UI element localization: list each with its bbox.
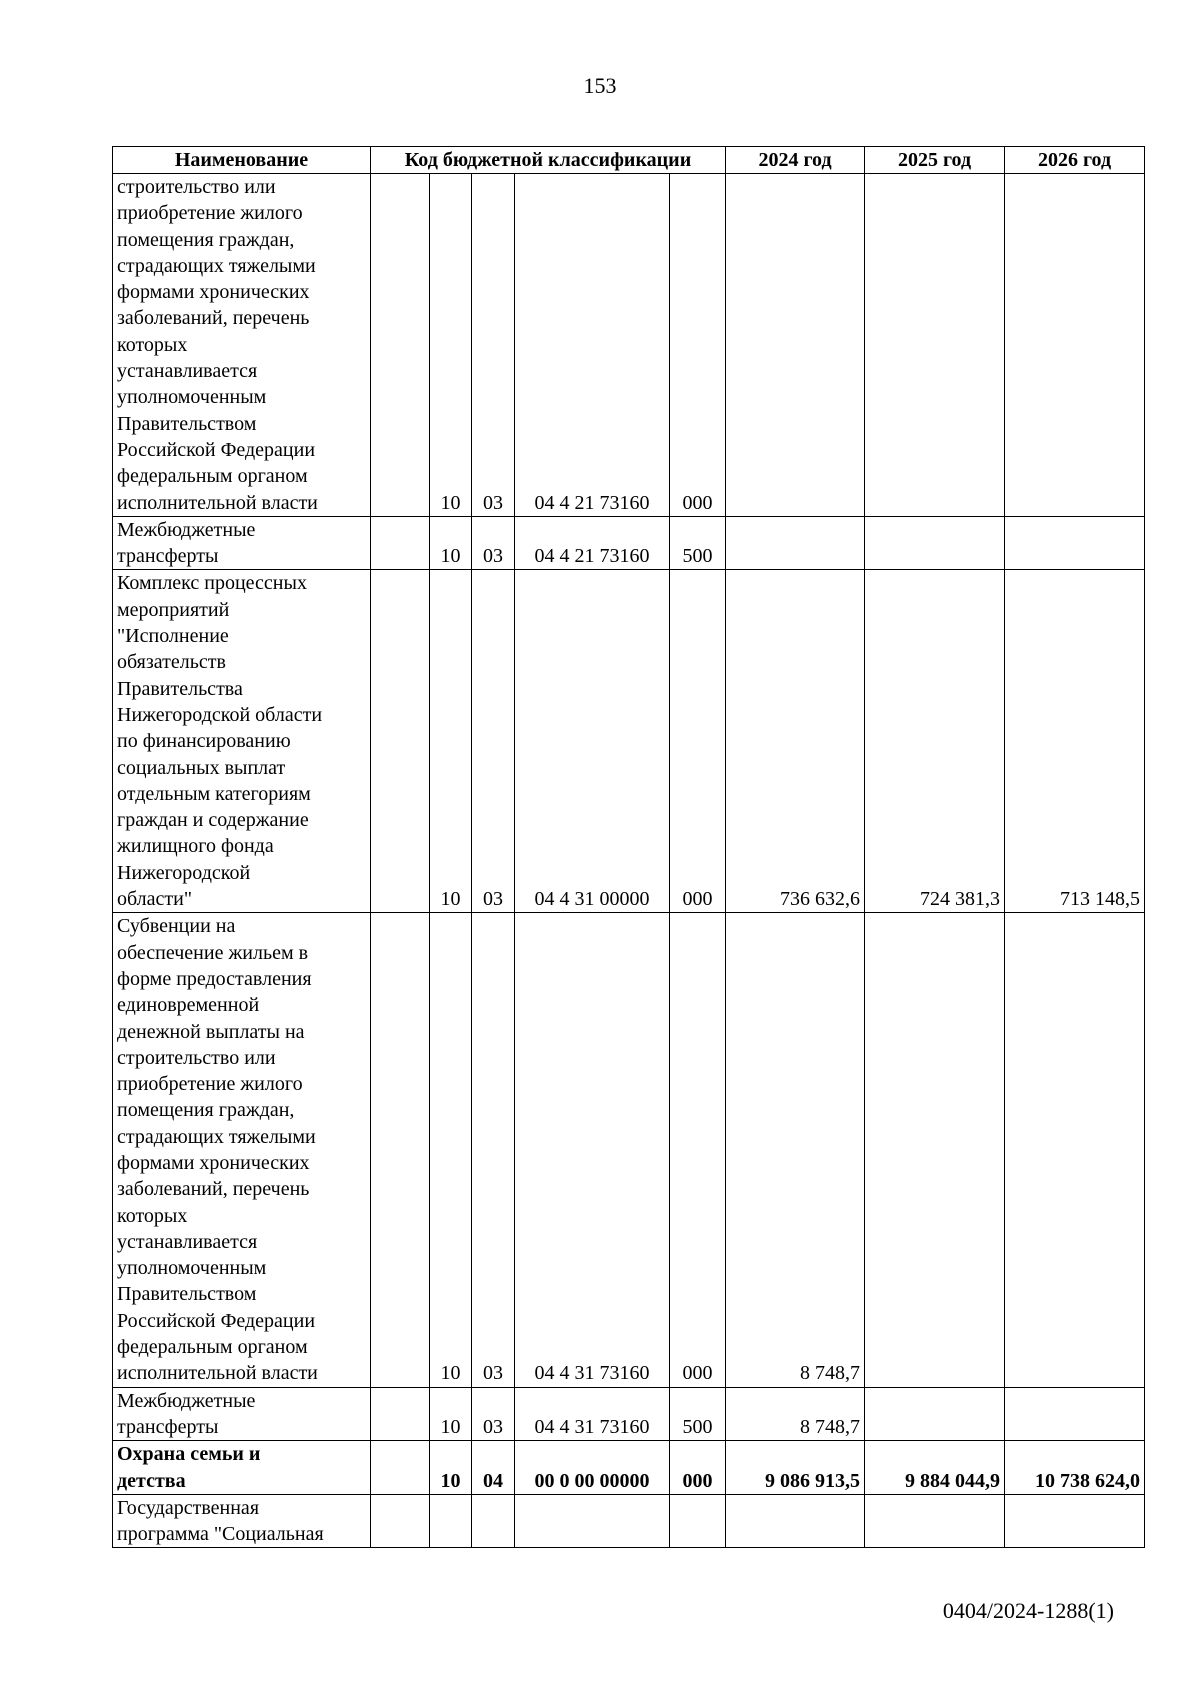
code-cell bbox=[371, 174, 430, 517]
header-name: Наименование bbox=[113, 147, 371, 174]
value-2026-cell bbox=[1005, 516, 1145, 570]
value-2026-cell bbox=[1005, 174, 1145, 517]
header-2025: 2025 год bbox=[865, 147, 1005, 174]
section-code-cell: 10 bbox=[430, 913, 472, 1387]
row-name-cell: Субвенции на обеспечение жильем в форме предоставления единовременной денежной выплаты на строительство или приобретение жилого помещения граждан, страдающих тяжелыми формами хронических заболеваний, перечень которых устанавливается уполномоченным Правительством Российской Федерации федеральным органом исполнительной власти bbox=[113, 913, 371, 1387]
target-article-cell: 04 4 21 73160 bbox=[515, 174, 670, 517]
code-cell bbox=[371, 1494, 430, 1548]
row-name-cell: Межбюджетные трансферты bbox=[113, 1387, 371, 1441]
row-name-cell: Охрана семьи и детства bbox=[113, 1441, 371, 1495]
value-2025-cell bbox=[865, 516, 1005, 570]
expense-type-cell: 500 bbox=[670, 1387, 726, 1441]
table-row bbox=[113, 1387, 1145, 1441]
value-2026-cell bbox=[1005, 1387, 1145, 1441]
row-name-cell: Межбюджетные трансферты bbox=[113, 516, 371, 570]
subsection-code-cell: 04 bbox=[472, 1441, 515, 1495]
row-name-cell: Государственная программа "Социальная bbox=[113, 1494, 371, 1548]
value-2025-cell: 9 884 044,9 bbox=[865, 1441, 1005, 1495]
code-cell bbox=[371, 913, 430, 1387]
section-code-cell: 10 bbox=[430, 516, 472, 570]
value-2025-cell bbox=[865, 1494, 1005, 1548]
value-2025-cell bbox=[865, 913, 1005, 1387]
value-2026-cell: 10 738 624,0 bbox=[1005, 1441, 1145, 1495]
code-cell bbox=[371, 570, 430, 913]
subsection-code-cell: 03 bbox=[472, 1387, 515, 1441]
expense-type-cell: 000 bbox=[670, 570, 726, 913]
target-article-cell: 04 4 21 73160 bbox=[515, 516, 670, 570]
table-header-row bbox=[113, 147, 1145, 174]
expense-type-cell bbox=[670, 1494, 726, 1548]
value-2024-cell: 8 748,7 bbox=[726, 1387, 865, 1441]
subsection-code-cell: 03 bbox=[472, 174, 515, 517]
code-cell bbox=[371, 1441, 430, 1495]
value-2025-cell: 724 381,3 bbox=[865, 570, 1005, 913]
code-cell bbox=[371, 516, 430, 570]
target-article-cell: 04 4 31 73160 bbox=[515, 1387, 670, 1441]
value-2025-cell bbox=[865, 1387, 1005, 1441]
value-2024-cell: 8 748,7 bbox=[726, 913, 865, 1387]
expense-type-cell: 000 bbox=[670, 1441, 726, 1495]
header-code: Код бюджетной классификации bbox=[371, 147, 726, 174]
section-code-cell: 10 bbox=[430, 1441, 472, 1495]
code-cell bbox=[371, 1387, 430, 1441]
table-body bbox=[113, 174, 1145, 1548]
subsection-code-cell: 03 bbox=[472, 570, 515, 913]
row-name-cell: строительство или приобретение жилого помещения граждан, страдающих тяжелыми формами хронических заболеваний, перечень которых устанавливается уполномоченным Правительством Российской Федерации федеральным органом исполнительной власти bbox=[113, 174, 371, 517]
page-number: 153 bbox=[583, 73, 617, 98]
table-row bbox=[113, 174, 1145, 517]
section-code-cell bbox=[430, 1494, 472, 1548]
expense-type-cell: 000 bbox=[670, 174, 726, 517]
subsection-code-cell: 03 bbox=[472, 516, 515, 570]
value-2024-cell bbox=[726, 1494, 865, 1548]
target-article-cell: 04 4 31 00000 bbox=[515, 570, 670, 913]
value-2026-cell bbox=[1005, 1494, 1145, 1548]
value-2024-cell: 736 632,6 bbox=[726, 570, 865, 913]
table-row bbox=[113, 913, 1145, 1387]
value-2025-cell bbox=[865, 174, 1005, 517]
row-name-cell: Комплекс процессных мероприятий "Исполнение обязательств Правительства Нижегородской области по финансированию социальных выплат отдельным категориям граждан и содержание жилищного фонда Нижегородской области" bbox=[113, 570, 371, 913]
target-article-cell: 00 0 00 00000 bbox=[515, 1441, 670, 1495]
target-article-cell bbox=[515, 1494, 670, 1548]
budget-table bbox=[112, 146, 1145, 1548]
target-article-cell: 04 4 31 73160 bbox=[515, 913, 670, 1387]
document-id: 0404/2024-1288(1) bbox=[942, 1598, 1114, 1623]
subsection-code-cell bbox=[472, 1494, 515, 1548]
section-code-cell: 10 bbox=[430, 174, 472, 517]
header-2026: 2026 год bbox=[1005, 147, 1145, 174]
expense-type-cell: 000 bbox=[670, 913, 726, 1387]
value-2026-cell bbox=[1005, 913, 1145, 1387]
value-2024-cell bbox=[726, 174, 865, 517]
table-row bbox=[113, 516, 1145, 570]
table-row bbox=[113, 570, 1145, 913]
section-code-cell: 10 bbox=[430, 570, 472, 913]
value-2024-cell: 9 086 913,5 bbox=[726, 1441, 865, 1495]
value-2026-cell: 713 148,5 bbox=[1005, 570, 1145, 913]
expense-type-cell: 500 bbox=[670, 516, 726, 570]
section-code-cell: 10 bbox=[430, 1387, 472, 1441]
table-row bbox=[113, 1494, 1145, 1548]
value-2024-cell bbox=[726, 516, 865, 570]
table-row bbox=[113, 1441, 1145, 1495]
subsection-code-cell: 03 bbox=[472, 913, 515, 1387]
header-2024: 2024 год bbox=[726, 147, 865, 174]
